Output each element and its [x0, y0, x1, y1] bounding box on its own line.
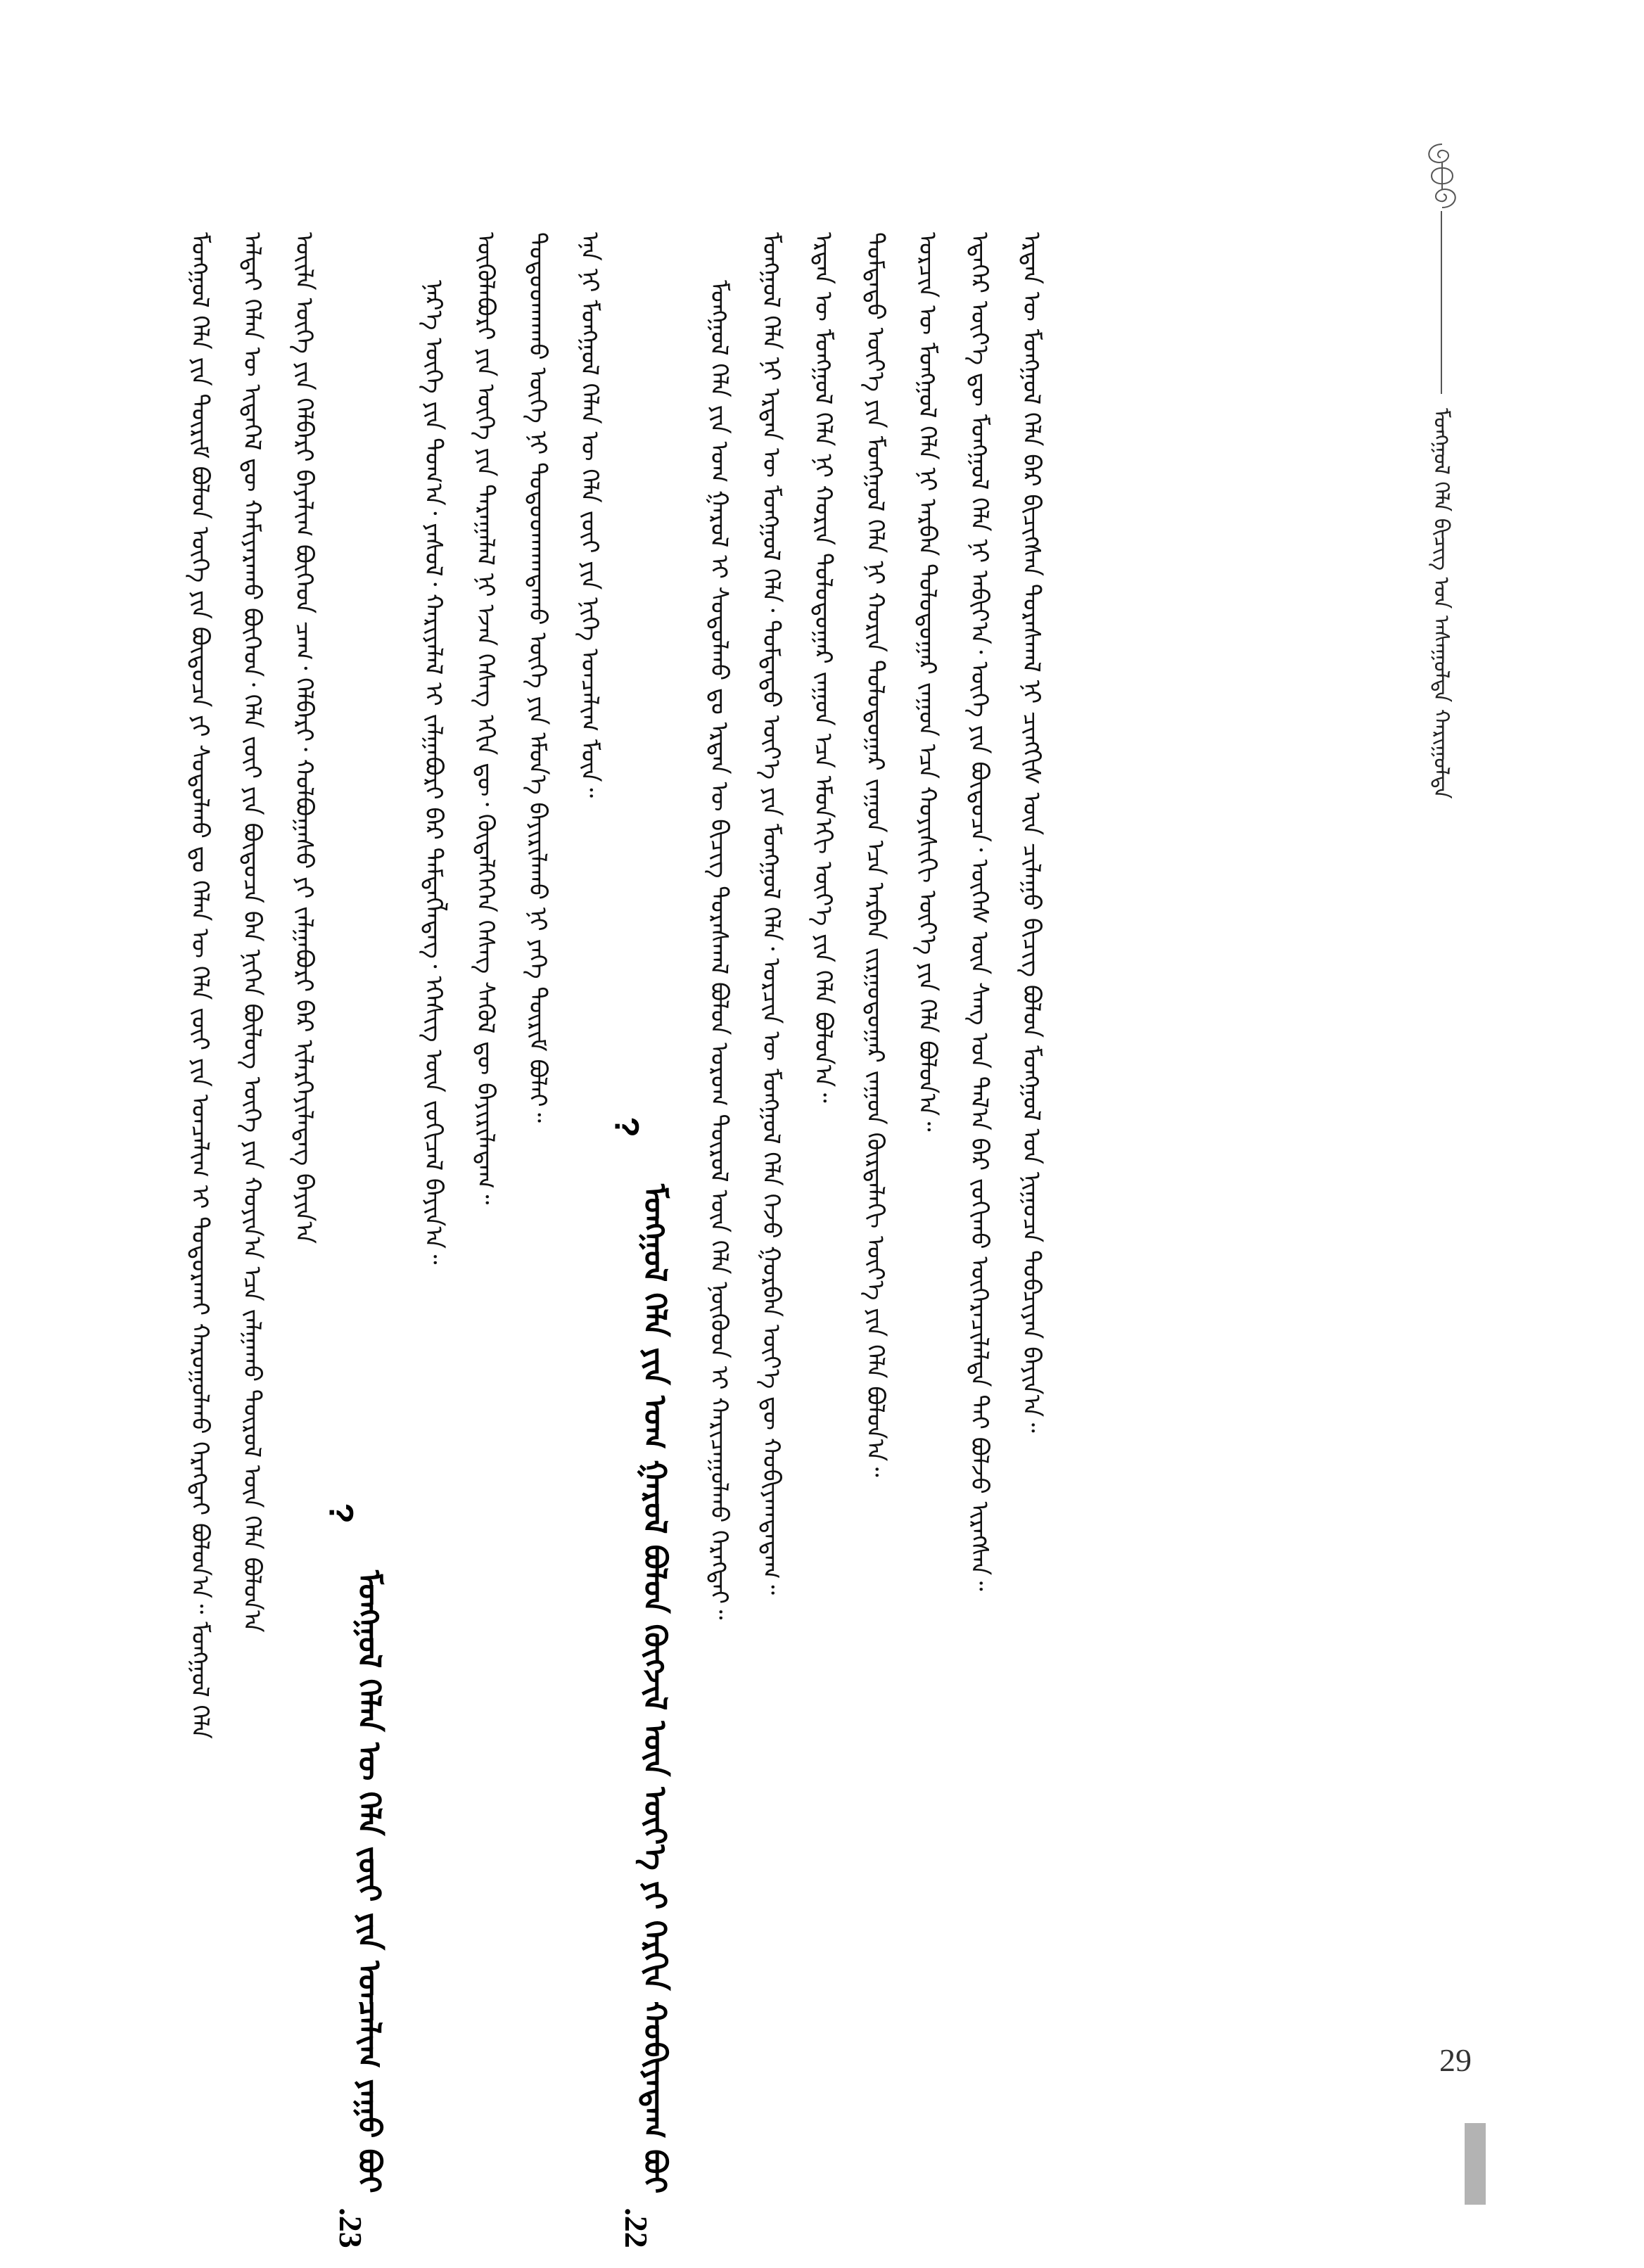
- section-heading-22: [607, 232, 693, 2248]
- paragraph-column: ᠮᠣᠩᠭᠣᠯ ᠬᠡᠯᠡ ᠨᠢ ᠡᠷᠲᠡᠨ ᠦ ᠮᠣᠩᠭᠣᠯ ᠬᠡᠯᠡ᠂ ᠳᠤᠮᠳᠠᠳᠤ ᠦᠶ᠎ᠡ ᠶᠢᠨ ᠮᠣᠩᠭᠣᠯ ᠬᠡᠯᠡ᠂ ᠣᠷᠴᠢᠨ ᠦ ᠮᠣᠩᠭᠣᠯ ᠬᠡᠯᠡ ᠭᠡᠵᠦ ᠭᠤᠷᠪᠠᠨ ᠦᠶ᠎ᠡ ᠳᠦ ᠬᠤᠪᠢᠶᠠᠭᠳᠠᠳᠠᠭ᠃: [757, 232, 785, 1595]
- running-title: ᠮᠣᠩᠭᠣᠯ ᠬᠡᠯᠡ ᠪᠢᠴᠢᠭ ᠤᠨ ᠠᠰᠠᠭᠤᠯᠲᠠ ᠬᠠᠷᠢᠭᠤᠯᠲᠠ: [1429, 408, 1453, 799]
- body-text: [174, 232, 1440, 2248]
- paragraph-column: ᠨᠡᠷ᠎ᠡ ᠦᠭᠡ ᠶᠢᠨ ᠲᠣᠭ᠎ᠠ᠂ ᠶᠠᠰᠤᠯ᠂ ᠬᠠᠷᠢᠶᠠᠯᠠᠯ ᠢ ᠵᠠᠯᠭᠠᠪᠤᠷᠢ ᠪᠡᠷ ᠲᠡᠮᠳᠡᠭᠯᠡᠳᠡᠭ᠂ ᠡᠭᠡᠰᠢᠭ ᠦᠨ ᠵᠣᠬᠢᠴᠠᠯ ᠪᠠᠶᠢᠨ᠎ᠠ᠃: [419, 280, 447, 1265]
- paragraph-column: ᠥᠭᠦᠯᠡᠪᠦᠷᠢ ᠶᠢᠨ ᠦᠭᠡ ᠶᠢᠨ ᠳᠠᠷᠠᠭᠠᠯᠠᠯ ᠨᠢ ᠡᠵᠡᠨ ᠬᠡᠰᠡᠭ ᠡᠬᠢᠨ ᠳᠦ᠂ ᠬᠥᠳᠡᠯᠭᠡᠭᠡᠨ ᠬᠡᠰᠡᠭ ᠰᠡᠭᠦᠯ ᠳᠦ ᠪᠠᠶᠢᠷᠢᠯᠠᠳᠠᠭ᠃: [471, 232, 499, 1205]
- paragraph-column: ᠠᠯᠲᠠᠢ ᠬᠡᠯᠡᠨ ᠦ ᠢᠳᠡᠭᠡᠯ ᠳᠦ ᠬᠠᠮᠢᠶᠠᠷᠠᠬᠤ ᠪᠥᠭᠡᠳ᠂ ᠬᠡᠯᠡ ᠵᠦᠢ ᠶᠢᠨ ᠪᠦᠲᠦᠴᠡ ᠪᠡᠨ ᠨᠢᠭᠡᠨ ᠪᠦᠯᠦᠭ ᠦᠭᠡ ᠶᠢᠨ ᠬᠣᠶᠢᠨ᠎ᠠ ᠡᠴᠡ ᠵᠠᠯᠭᠠᠬᠤ ᠲᠦᠷᠦᠯ ᠦᠨ ᠬᠡᠯᠡ ᠪᠣᠯᠤᠨ᠎ᠠ: [238, 232, 266, 1633]
- question-mark: ?: [607, 1116, 645, 1138]
- ornament-flourish-icon: [1414, 141, 1470, 211]
- paragraph-column: ᠡᠳᠡᠭᠡᠷ ᠦᠶ᠎ᠡ ᠳᠦ ᠮᠣᠩᠭᠣᠯ ᠬᠡᠯᠡ ᠨᠢ ᠠᠪᠢᠶ᠎ᠠ᠂ ᠦᠭᠡ ᠶᠢᠨ ᠪᠦᠲᠦᠴᠡ᠂ ᠦᠭᠡᠰ ᠦᠨ ᠰᠠᠩ ᠤᠨ ᠲᠠᠯ᠎ᠠ ᠪᠡᠷ ᠵᠣᠬᠢᠬᠤ ᠥᠭᠡᠷᠡᠴᠢᠯᠡᠯᠲᠡ ᠲᠠᠢ ᠪᠣᠯᠵᠤ ᠢᠷᠡᠭᠰᠡᠨ᠃: [965, 232, 993, 1591]
- paragraph-column: ᠲᠣᠳᠤᠳᠬᠠᠬᠤ ᠦᠭᠡ ᠨᠢ ᠲᠣᠳᠤᠳᠬᠠᠭᠳᠠᠬᠤ ᠦᠭᠡ ᠶᠢᠨ ᠡᠮᠦᠨ᠎ᠡ ᠪᠠᠶᠢᠷᠢᠯᠠᠬᠤ ᠨᠢ ᠶᠡᠬᠡ ᠳᠦᠷᠢᠮ ᠪᠣᠯᠠᠢ᠃: [523, 232, 552, 1123]
- header-rule: [1441, 211, 1442, 394]
- page-number: 29: [1439, 2042, 1472, 2078]
- paragraph-column: ᠳᠤᠮᠳᠠᠳᠤ ᠦᠶ᠎ᠡ ᠶᠢᠨ ᠮᠣᠩᠭᠣᠯ ᠬᠡᠯᠡ ᠨᠢ ᠬᠣᠷᠢᠨ ᠳᠣᠯᠣᠳᠤᠭᠠᠷ ᠵᠠᠭᠤᠨ ᠡᠴᠡ ᠠᠷᠪᠠᠨ ᠵᠢᠷᠭᠤᠳᠤᠭᠠᠷ ᠵᠠᠭᠤᠨ ᠬᠦᠷᠲᠡᠯᠡᠬᠢ ᠦᠶ᠎ᠡ ᠶᠢᠨ ᠬᠡᠯᠡ ᠪᠣᠯᠤᠨ᠎ᠠ᠃: [861, 232, 889, 1477]
- side-tab-marker: [1465, 2123, 1486, 2205]
- section-title: ᠮᠣᠩᠭᠣᠯ ᠬᠡᠯᠡ ᠶᠢᠨ ᠤᠭ ᠭᠠᠷᠤᠯ ᠪᠣᠯᠤᠨ ᠬᠥᠭᠵᠢᠯ ᠦᠨ ᠦᠶ᠎ᠡ ᠶᠢ ᠬᠡᠷᠬᠢᠨ ᠬᠤᠪᠢᠶᠠᠳᠠᠭ ᠪᠣᠢ: [637, 1183, 673, 2193]
- question-mark: ?: [321, 1503, 359, 1524]
- paragraph-column: ᠡᠨᠡ ᠨᠢ ᠮᠣᠩᠭᠣᠯ ᠬᠡᠯᠡᠨ ᠦ ᠬᠡᠯᠡ ᠵᠦᠢ ᠶᠢᠨ ᠨᠢᠭᠡ ᠣᠨᠴᠠᠯᠢᠭ ᠮᠥᠨ᠃: [575, 232, 604, 798]
- paragraph-column: ᠮᠣᠩᠭᠣᠯ ᠬᠡᠯᠡ ᠶᠢᠨ ᠳᠦᠷᠢᠮ ᠪᠣᠯᠤᠨ ᠦᠭᠡ ᠶᠢᠨ ᠪᠦᠲᠦᠴᠡ ᠶᠢ ᠰᠤᠳᠤᠯᠬᠤ ᠳᠤ ᠬᠡᠯᠡᠨ ᠦ ᠬᠡᠯᠡ ᠵᠦᠢ ᠶᠢᠨ ᠣᠨᠴᠠᠯᠢᠭ ᠢ ᠲᠣᠳᠤᠷᠬᠠᠢ ᠬᠠᠷᠤᠭᠤᠯᠬᠤ ᠬᠡᠷᠡᠭᠲᠡᠢ ᠪᠣᠯᠤᠨ᠎ᠠ᠃ ᠮᠣᠩᠭᠣᠯ ᠬᠡᠯᠡ: [186, 232, 214, 1739]
- paragraph-column: ᠡᠷᠲᠡᠨ ᠦ ᠮᠣᠩᠭᠣᠯ ᠬᠡᠯᠡ ᠨᠢ ᠬᠣᠷᠢᠨ ᠳᠣᠯᠣᠳᠤᠭᠠᠷ ᠵᠠᠭᠤᠨ ᠡᠴᠡ ᠡᠮᠦᠨ᠎ᠡᠬᠢ ᠦᠶ᠎ᠡ ᠶᠢᠨ ᠬᠡᠯᠡ ᠪᠣᠯᠤᠨ᠎ᠠ᠃: [809, 232, 837, 1103]
- paragraph-column: ᠮᠣᠩᠭᠣᠯ ᠬᠡᠯᠡ ᠶᠢᠨ ᠤᠭ ᠭᠠᠷᠤᠯ ᠢ ᠰᠤᠳᠤᠯᠬᠤ ᠳᠤ ᠡᠷᠲᠡᠨ ᠦ ᠪᠢᠴᠢᠭ ᠳᠤᠷᠠᠰᠬᠠᠯ ᠪᠣᠯᠤᠨ ᠤᠷᠤᠭ ᠲᠥᠷᠦᠯ ᠦᠨ ᠬᠡᠯᠡ ᠨᠦᠭᠦᠳ ᠢ ᠬᠠᠷᠢᠴᠠᠭᠤᠯᠬᠤ ᠬᠡᠷᠡᠭᠲᠡᠢ᠃: [705, 280, 733, 1620]
- paragraph-column: ᠦᠢᠯᠡ ᠦᠭᠡ ᠶᠢᠨ ᠬᠡᠯᠪᠡᠷᠢ ᠪᠠᠶᠠᠯᠢᠭ ᠪᠥᠭᠡᠳ ᠴᠠᠭ᠂ ᠬᠡᠯᠪᠡᠷᠢ᠂ ᠬᠣᠯᠪᠣᠭᠠᠰᠤ ᠶᠢ ᠵᠠᠯᠭᠠᠪᠤᠷᠢ ᠪᠡᠷ ᠢᠯᠡᠷᠬᠡᠶᠢᠯᠡᠳᠡᠭ ᠪᠠᠶᠢᠨ᠎ᠠ: [290, 232, 318, 1244]
- paragraph-column: ᠣᠷᠴᠢᠨ ᠦ ᠮᠣᠩᠭᠣᠯ ᠬᠡᠯᠡ ᠨᠢ ᠠᠷᠪᠠᠨ ᠳᠣᠯᠣᠳᠤᠭᠠᠷ ᠵᠠᠭᠤᠨ ᠡᠴᠡ ᠬᠣᠶᠢᠰᠢᠬᠢ ᠦᠶ᠎ᠡ ᠶᠢᠨ ᠬᠡᠯᠡ ᠪᠣᠯᠤᠨ᠎ᠠ᠃: [913, 232, 941, 1132]
- section-number: 22.: [618, 2208, 654, 2248]
- paragraph-column: ᠡᠷᠲᠡᠨ ᠦ ᠮᠣᠩᠭᠣᠯ ᠬᠡᠯᠡ ᠪᠡᠷ ᠪᠢᠴᠢᠭᠰᠡᠨ ᠳᠤᠷᠠᠰᠬᠠᠯ ᠨᠢ ᠴᠢᠩᠭᠢᠰ ᠦᠨ ᠴᠢᠯᠠᠭᠤ ᠪᠢᠴᠢᠭ ᠪᠣᠯᠤᠨ ᠮᠣᠩᠭᠣᠯ ᠤᠨ ᠨᠢᠭᠤᠴᠠ ᠲᠣᠪᠴᠢᠶᠠᠨ ᠪᠠᠶᠢᠨ᠎ᠠ᠃: [1017, 232, 1045, 1433]
- section-title: ᠮᠣᠩᠭᠣᠯ ᠬᠡᠯᠡᠨ ᠦ ᠬᠡᠯᠡ ᠵᠦᠢ ᠶᠢᠨ ᠣᠨᠴᠠᠯᠢᠭ ᠶᠠᠭᠤ ᠪᠣᠢ: [351, 1570, 387, 2193]
- section-number: 23.: [332, 2208, 369, 2248]
- section-heading-23: [321, 232, 407, 2248]
